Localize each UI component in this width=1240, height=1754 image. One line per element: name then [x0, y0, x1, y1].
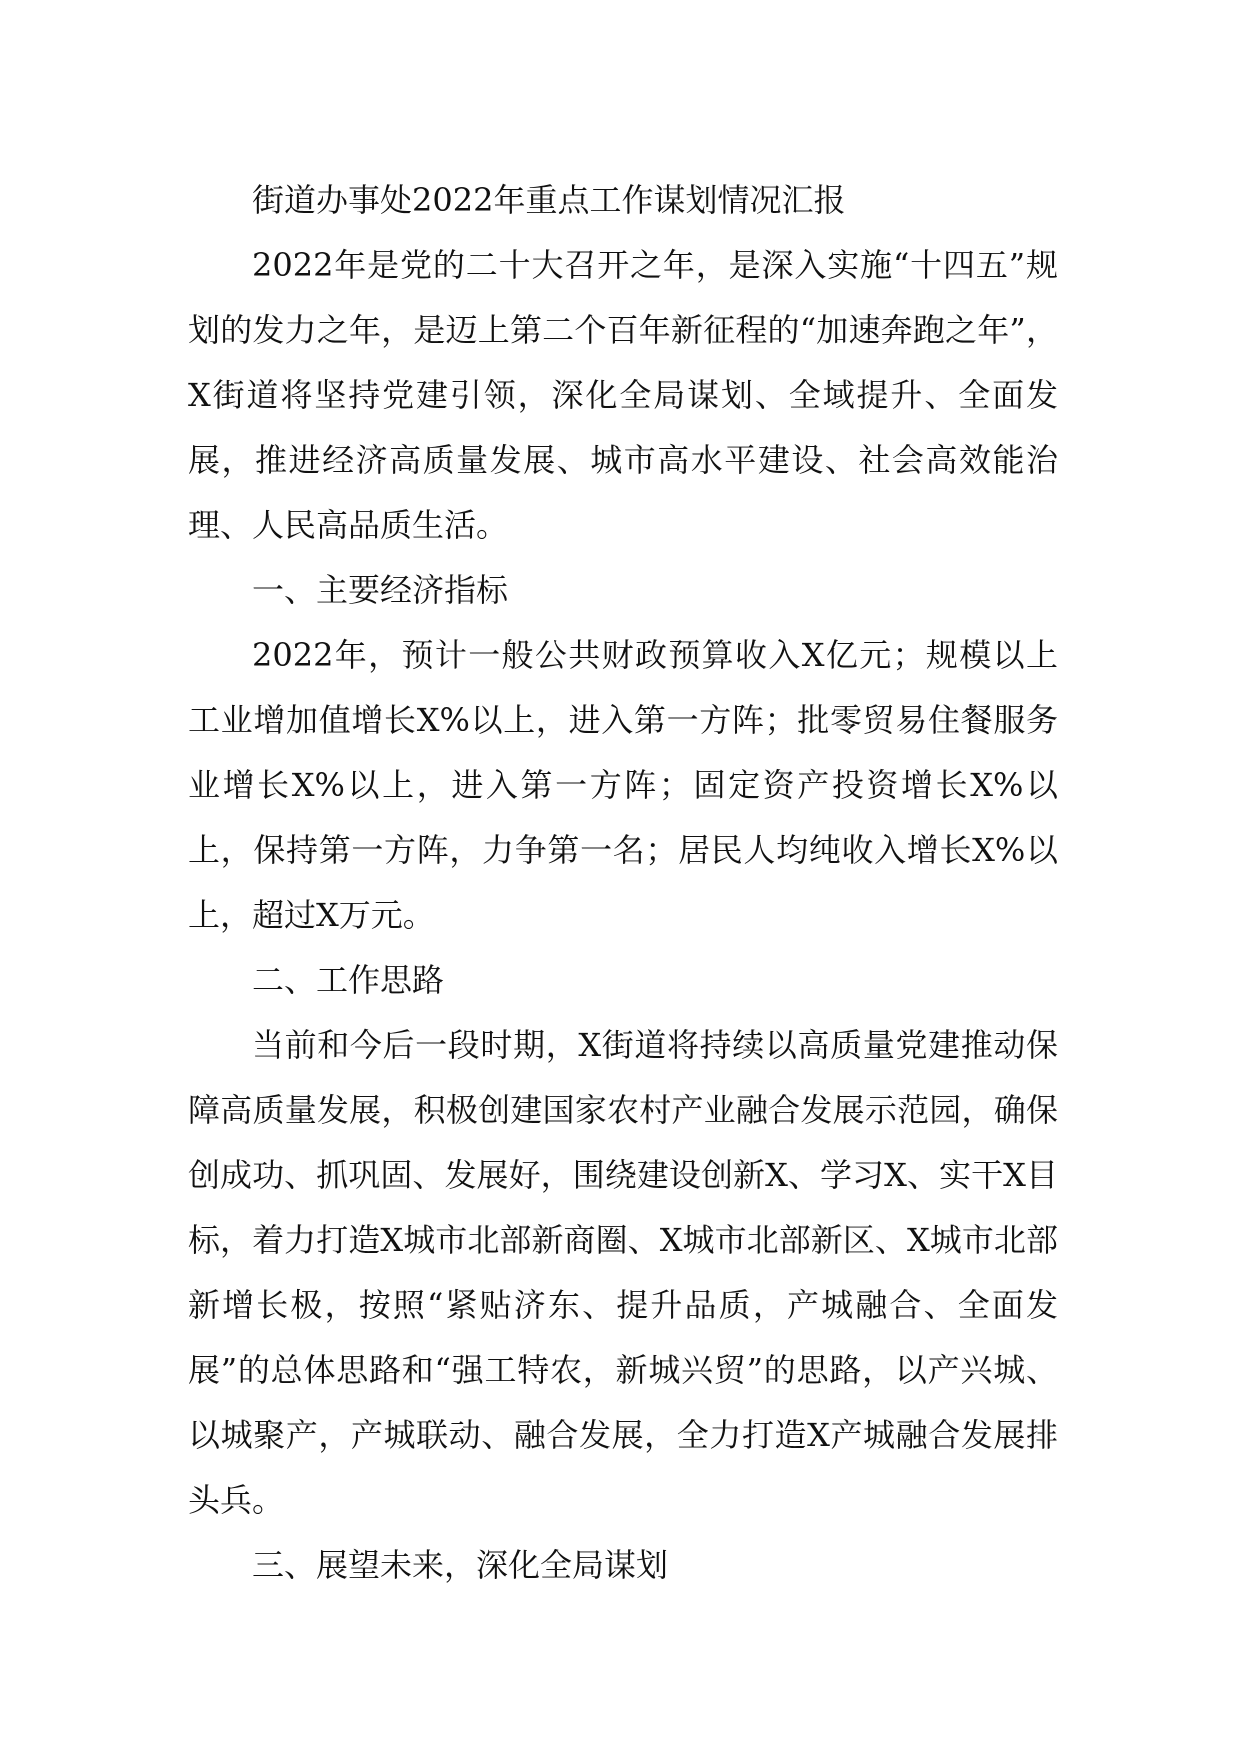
section-heading-work-approach: 二、工作思路 [252, 961, 445, 999]
section-heading-future-outlook: 三、展望未来，深化全局谋划 [252, 1546, 669, 1584]
section-body-economic-indicators: 2022年，预计一般公共财政预算收入X亿元；规模以上工业增加值增长X%以上，进入第一方阵；批零贸易住餐服务业增长X%以上，进入第一方阵；固定资产投资增长X%以上，保持第一方阵，力争第一名；居民人均纯收入增长X%以上，超过X万元。 [188, 636, 1058, 934]
section-heading-economic-indicators: 一、主要经济指标 [252, 571, 509, 609]
document-title: 街道办事处2022年重点工作谋划情况汇报 [252, 181, 846, 219]
intro-paragraph: 2022年是党的二十大召开之年，是深入实施“十四五”规划的发力之年，是迈上第二个百年新征程的“加速奔跑之年”，X街道将坚持党建引领，深化全局谋划、全域提升、全面发展，推进经济高质量发展、城市高水平建设、社会高效能治理、人民高品质生活。 [188, 246, 1058, 544]
section-body-work-approach: 当前和今后一段时期，X街道将持续以高质量党建推动保障高质量发展，积极创建国家农村产业融合发展示范园，确保创成功、抓巩固、发展好，围绕建设创新X、学习X、实干X目标，着力打造X城市北部新商圈、X城市北部新区、X城市北部新增长极，按照“紧贴济东、提升品质，产城融合、全面发展”的总体思路和“强工特农，新城兴贸”的思路，以产兴城、以城聚产，产城联动、融合发展，全力打造X产城融合发展排头兵。 [188, 1026, 1058, 1519]
document-page [188, 168, 1058, 1598]
